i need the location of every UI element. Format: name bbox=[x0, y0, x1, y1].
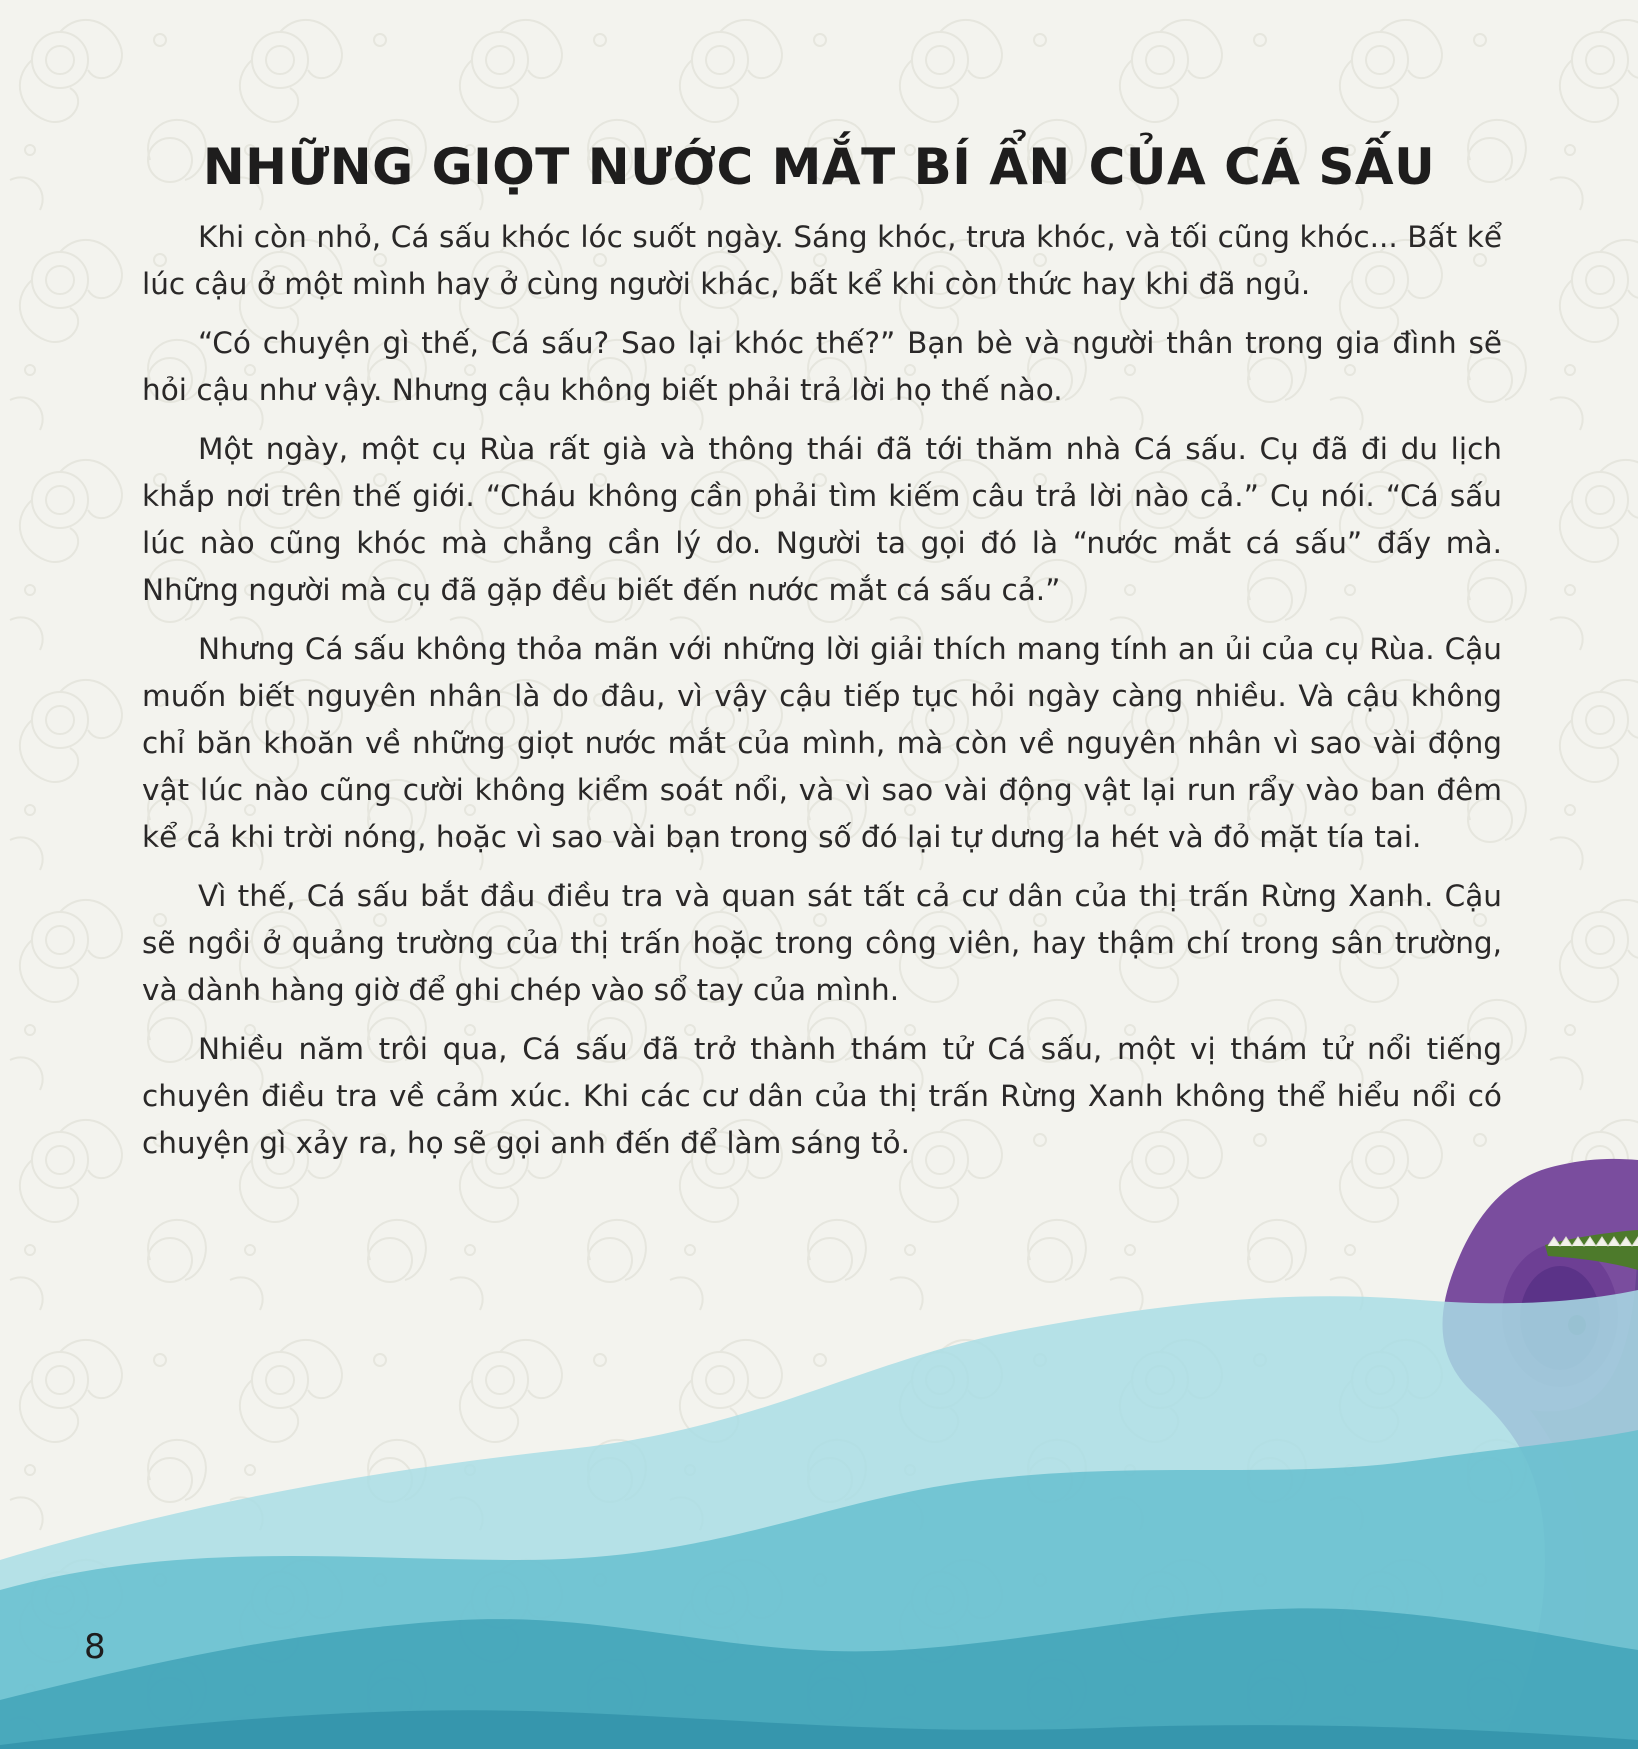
paragraph: Vì thế, Cá sấu bắt đầu điều tra và quan sát tất cả cư dân của thị trấn Rừng Xanh. Cậu sẽ ngồi ở quảng trường của thị trấn hoặc trong công viên, hay thậm chí trong sân trường, và dành hàng giờ để ghi chép vào sổ tay của mình. bbox=[142, 879, 1502, 1007]
water-waves-icon bbox=[0, 1290, 1638, 1749]
paragraph: “Có chuyện gì thế, Cá sấu? Sao lại khóc thế?” Bạn bè và người thân trong gia đình sẽ hỏi cậu như vậy. Nhưng cậu không biết phải trả lời họ thế nào. bbox=[142, 326, 1502, 407]
story-body bbox=[142, 214, 1502, 1179]
page-number: 8 bbox=[84, 1627, 106, 1667]
paragraph: Khi còn nhỏ, Cá sấu khóc lóc suốt ngày. Sáng khóc, trưa khóc, và tối cũng khóc... Bất kể lúc cậu ở một mình hay ở cùng người khác, bất kể khi còn thức hay khi đã ngủ. bbox=[142, 220, 1502, 301]
story-title: NHỮNG GIỌT NƯỚC MẮT BÍ ẨN CỦA CÁ SẤU bbox=[202, 138, 1436, 196]
paragraph: Một ngày, một cụ Rùa rất già và thông thái đã tới thăm nhà Cá sấu. Cụ đã đi du lịch khắp nơi trên thế giới. “Cháu không cần phải tìm kiếm câu trả lời nào cả.” Cụ nói. “Cá sấu lúc nào cũng khóc mà chẳng cần lý do. Người ta gọi đó là “nước mắt cá sấu” đấy mà. Những người mà cụ đã gặp đều biết đến nước mắt cá sấu cả.” bbox=[142, 432, 1502, 607]
paragraph: Nhưng Cá sấu không thỏa mãn với những lời giải thích mang tính an ủi của cụ Rùa. Cậu muốn biết nguyên nhân là do đâu, vì vậy cậu tiếp tục hỏi ngày càng nhiều. Và cậu không chỉ băn khoăn về những giọt nước mắt của mình, mà còn về nguyên nhân vì sao vài động vật lúc nào cũng cười không kiểm soát nổi, và vì sao vài động vật lại run rẩy vào ban đêm kể cả khi trời nóng, hoặc vì sao vài bạn trong số đó lại tự dưng la hét và đỏ mặt tía tai. bbox=[142, 632, 1502, 854]
paragraph: Nhiều năm trôi qua, Cá sấu đã trở thành thám tử Cá sấu, một vị thám tử nổi tiếng chuyên điều tra về cảm xúc. Khi các cư dân của thị trấn Rừng Xanh không thể hiểu nổi có chuyện gì xảy ra, họ sẽ gọi anh đến để làm sáng tỏ. bbox=[142, 1032, 1502, 1160]
